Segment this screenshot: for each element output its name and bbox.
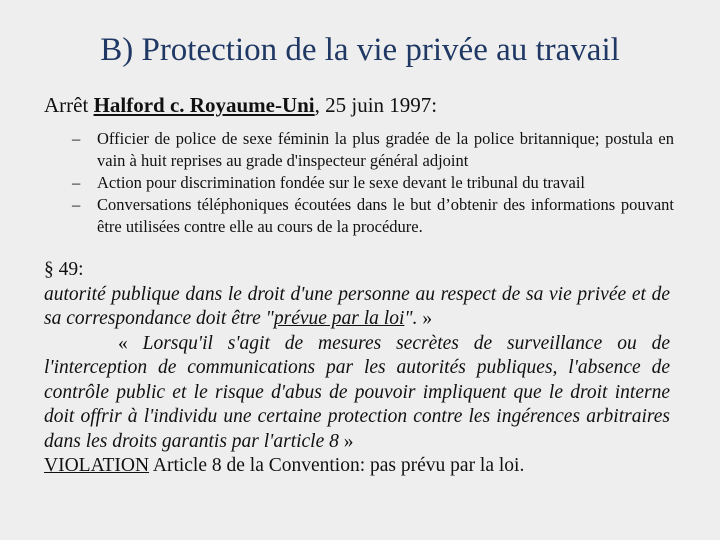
bullet-dash: –	[72, 173, 81, 192]
quote1-close: »	[417, 308, 433, 329]
quote1-underlined: prévue par la loi	[273, 308, 405, 329]
quote2-open: «	[118, 332, 143, 354]
case-intro	[44, 92, 437, 118]
intro-prefix: Arrêt	[44, 93, 94, 117]
judgment-excerpt	[44, 258, 670, 479]
slide-title: B) Protection de la vie privée au travail	[100, 32, 620, 68]
intro-suffix: , 25 juin 1997:	[314, 93, 438, 117]
case-name: Halford c. Royaume-Uni	[93, 93, 315, 117]
facts-list	[72, 128, 674, 238]
quote-paragraph-2	[44, 332, 670, 455]
quote-paragraph-1	[44, 283, 670, 332]
conclusion	[44, 454, 670, 479]
bullet-text: Conversations téléphoniques écoutées dans le but d’obtenir des informations pouvant être utilisées contre elle au cours de la procédure.	[97, 195, 674, 236]
violation-label: VIOLATION	[44, 455, 150, 476]
quote2-text: Lorsqu'il s'agit de mesures secrètes de surveillance ou de l'interception de communications par les autorités publiques, l'absence de contrôle public et le risque d'abus de pouvoir impliquent que le droit interne doit offrir à l'individu une certaine protection contre les ingérences arbitraires dans les droits garantis par l'article 8	[44, 332, 670, 452]
bullet-dash: –	[72, 195, 81, 214]
quote1-text: autorité publique dans le droit d'une personne au respect de sa vie privée et de sa correspondance doit être "	[44, 283, 670, 329]
section-label: § 49:	[44, 259, 84, 280]
bullet-dash: –	[72, 129, 81, 148]
conclusion-text: Article 8 de la Convention: pas prévu par la loi.	[149, 455, 525, 476]
bullet-text: Officier de police de sexe féminin la plus gradée de la police britannique; postula en vain à huit reprises au grade d'inspecteur général adjoint	[97, 129, 674, 170]
list-item	[72, 172, 674, 194]
list-item	[72, 128, 674, 172]
list-item	[72, 194, 674, 238]
bullet-text: Action pour discrimination fondée sur le sexe devant le tribunal du travail	[97, 173, 585, 192]
quote2-close: »	[338, 430, 354, 452]
quote1-end: ".	[404, 308, 418, 329]
